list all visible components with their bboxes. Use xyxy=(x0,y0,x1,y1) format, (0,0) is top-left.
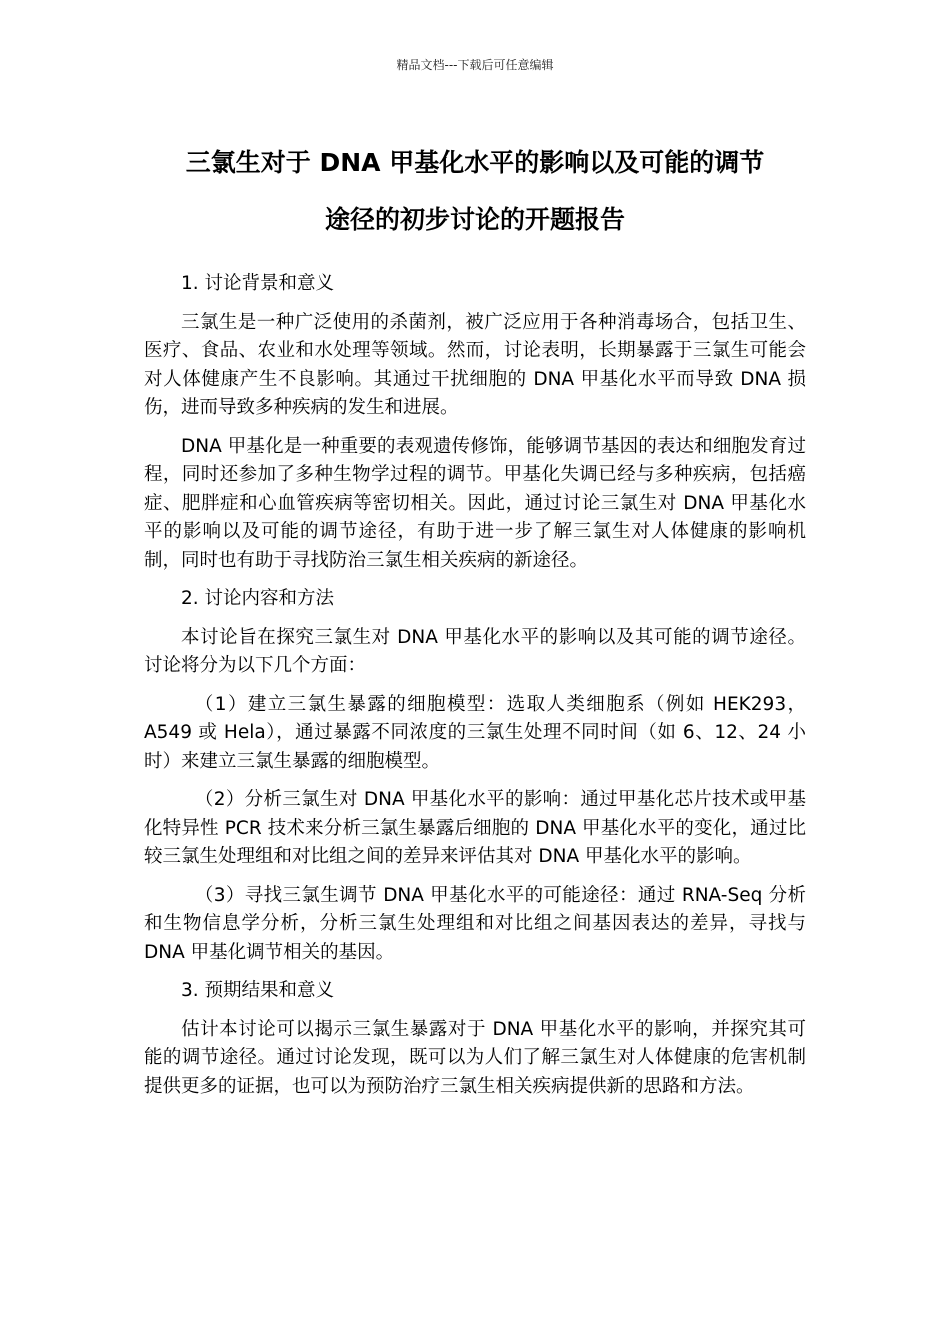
section-1-paragraph-1: 三氯生是一种广泛使用的杀菌剂，被广泛应用于各种消毒场合，包括卫生、医疗、食品、农业和水处理等领域。然而，讨论表明，长期暴露于三氯生可能会对人体健康产生不良影响。其通过干扰细胞的 DNA 甲基化水平而导致 DNA 损伤，进而导致多种疾病的发生和进展。 xyxy=(144,311,806,418)
section-heading-2: 2. 讨论内容和方法 xyxy=(181,588,335,609)
section-heading-3: 3. 预期结果和意义 xyxy=(181,980,335,1001)
title-line-2: 途径的初步讨论的开题报告 xyxy=(324,205,625,234)
title-line-1: 三氯生对于 DNA 甲基化水平的影响以及可能的调节 xyxy=(185,148,765,177)
section-heading-1: 1. 讨论背景和意义 xyxy=(181,273,335,294)
section-1-paragraph-2: DNA 甲基化是一种重要的表观遗传修饰，能够调节基因的表达和细胞发育过程，同时还参加了多种生物学过程的调节。甲基化失调已经与多种疾病，包括癌症、肥胖症和心血管疾病等密切相关。因此，通过讨论三氯生对 DNA 甲基化水平的影响以及可能的调节途径，有助于进一步了解三氯生对人体健康的影响机制，同时也有助于寻找防治三氯生相关疾病的新途径。 xyxy=(144,435,806,571)
method-item-3: （3）寻找三氯生调节 DNA 甲基化水平的可能途径：通过 RNA-Seq 分析和生物信息学分析，分析三氯生处理组和对比组之间基因表达的差异，寻找与 DNA 甲基化调节相关的基因。 xyxy=(144,884,806,963)
document-body xyxy=(144,270,806,1111)
method-item-2: （2）分析三氯生对 DNA 甲基化水平的影响：通过甲基化芯片技术或甲基化特异性 PCR 技术来分析三氯生暴露后细胞的 DNA 甲基化水平的变化，通过比较三氯生处理组和对比组之间的差异来评估其对 DNA 甲基化水平的影响。 xyxy=(144,789,806,867)
section-3-paragraph-1: 估计本讨论可以揭示三氯生暴露对于 DNA 甲基化水平的影响，并探究其可能的调节途径。通过讨论发现，既可以为人们了解三氯生对人体健康的危害机制提供更多的证据，也可以为预防治疗三氯生相关疾病提供新的思路和方法。 xyxy=(144,1018,806,1097)
document-title xyxy=(130,134,820,248)
header-note: 精品文档---下载后可任意编辑 xyxy=(396,58,554,72)
method-item-1: （1）建立三氯生暴露的细胞模型：选取人类细胞系（例如 HEK293，A549 或 Hela），通过暴露不同浓度的三氯生处理不同时间（如 6、12、24 小时）来建立三氯生暴露的细胞模型。 xyxy=(144,693,806,772)
section-2-paragraph-1: 本讨论旨在探究三氯生对 DNA 甲基化水平的影响以及其可能的调节途径。讨论将分为以下几个方面： xyxy=(144,626,806,676)
